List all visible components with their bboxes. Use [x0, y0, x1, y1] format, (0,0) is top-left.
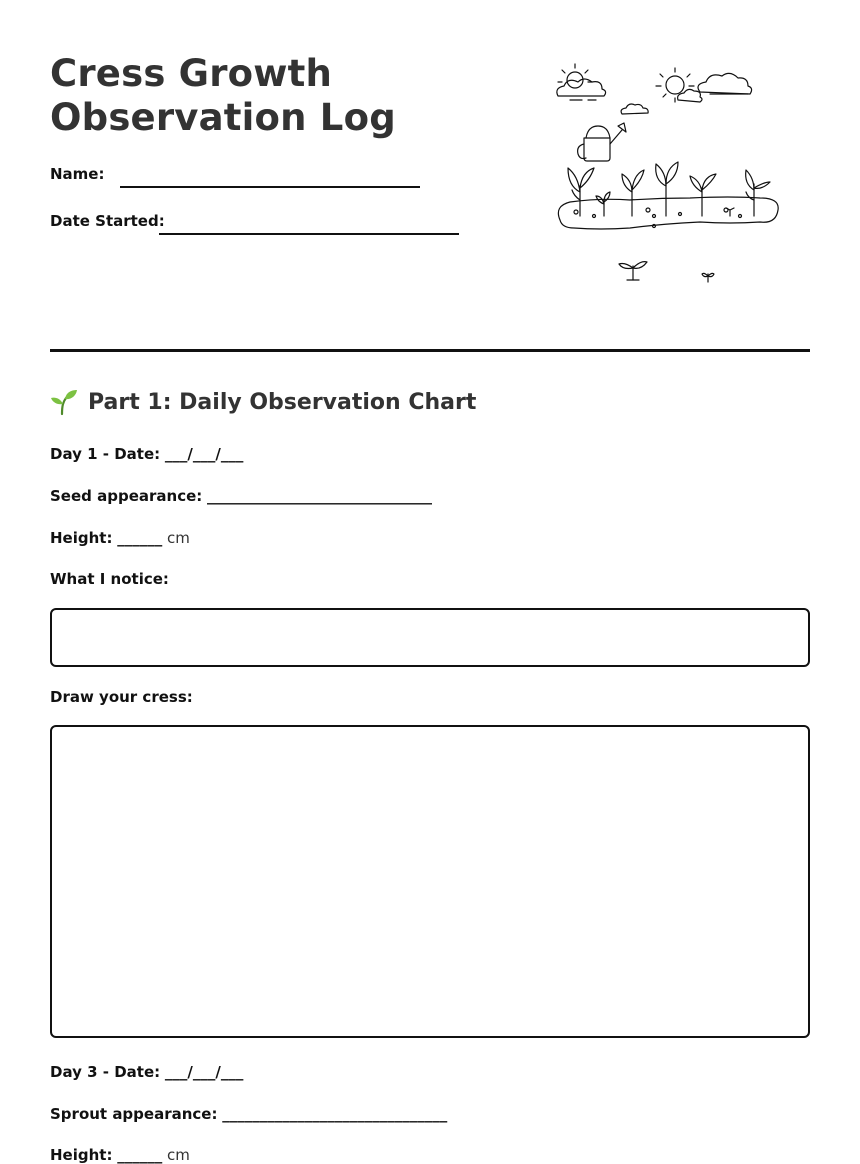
day3-date-row — [50, 1063, 243, 1081]
day3-appearance-blank[interactable]: ______________________________ — [222, 1105, 448, 1123]
sprout-icon — [622, 170, 644, 216]
soil-icon — [558, 197, 778, 229]
day1-draw-label: Draw your cress: — [50, 688, 193, 706]
day1-notice-row — [50, 570, 169, 588]
sprout-icon — [656, 162, 678, 216]
day3-height-unit: cm — [167, 1146, 190, 1164]
section-heading-text: Part 1: Daily Observation Chart — [88, 389, 477, 415]
watering-can-icon — [578, 123, 626, 161]
day1-height-blank[interactable]: ______ — [117, 529, 163, 547]
title-line-2: Observation Log — [50, 96, 396, 139]
day1-drawing-box[interactable] — [50, 725, 810, 1038]
cloud-icon — [621, 104, 648, 114]
title-line-1: Cress Growth — [50, 52, 333, 95]
day1-height-label: Height: — [50, 529, 113, 547]
cloud-icon — [698, 73, 752, 94]
day1-notice-box[interactable] — [50, 608, 810, 667]
section-heading — [50, 388, 476, 416]
sprout-icon — [619, 262, 647, 280]
cloud-icon — [557, 79, 606, 96]
date-started-field[interactable] — [159, 233, 459, 235]
name-label: Name: — [50, 165, 105, 183]
sprout-icon — [568, 168, 594, 216]
day1-appearance-label: Seed appearance: — [50, 487, 203, 505]
sun-icon — [558, 64, 592, 88]
day1-date-blank[interactable]: ___/___/___ — [164, 445, 244, 463]
day1-date-row — [50, 445, 243, 463]
sprout-icon — [702, 273, 714, 282]
day1-height-unit: cm — [167, 529, 190, 547]
day3-date-label: Day 3 - Date: — [50, 1063, 161, 1081]
sprout-icon — [596, 192, 610, 216]
day1-height-row — [50, 529, 190, 547]
seedling-icon — [50, 388, 78, 416]
garden-illustration — [550, 60, 790, 290]
day1-appearance-row — [50, 487, 432, 505]
date-started-label: Date Started: — [50, 212, 165, 230]
day1-draw-row — [50, 688, 193, 706]
name-field[interactable] — [120, 186, 420, 188]
sprout-icon — [690, 174, 716, 216]
day3-appearance-row — [50, 1105, 447, 1123]
sun-icon — [656, 68, 694, 102]
day3-date-blank[interactable]: ___/___/___ — [164, 1063, 244, 1081]
page-title — [50, 52, 490, 140]
day3-height-row — [50, 1146, 190, 1164]
day3-height-label: Height: — [50, 1146, 113, 1164]
day1-date-label: Day 1 - Date: — [50, 445, 161, 463]
sprout-icon — [746, 170, 770, 216]
day1-appearance-blank[interactable]: ______________________________ — [207, 487, 433, 505]
day3-appearance-label: Sprout appearance: — [50, 1105, 218, 1123]
day3-height-blank[interactable]: ______ — [117, 1146, 163, 1164]
section-divider — [50, 349, 810, 352]
day1-notice-label: What I notice: — [50, 570, 169, 588]
